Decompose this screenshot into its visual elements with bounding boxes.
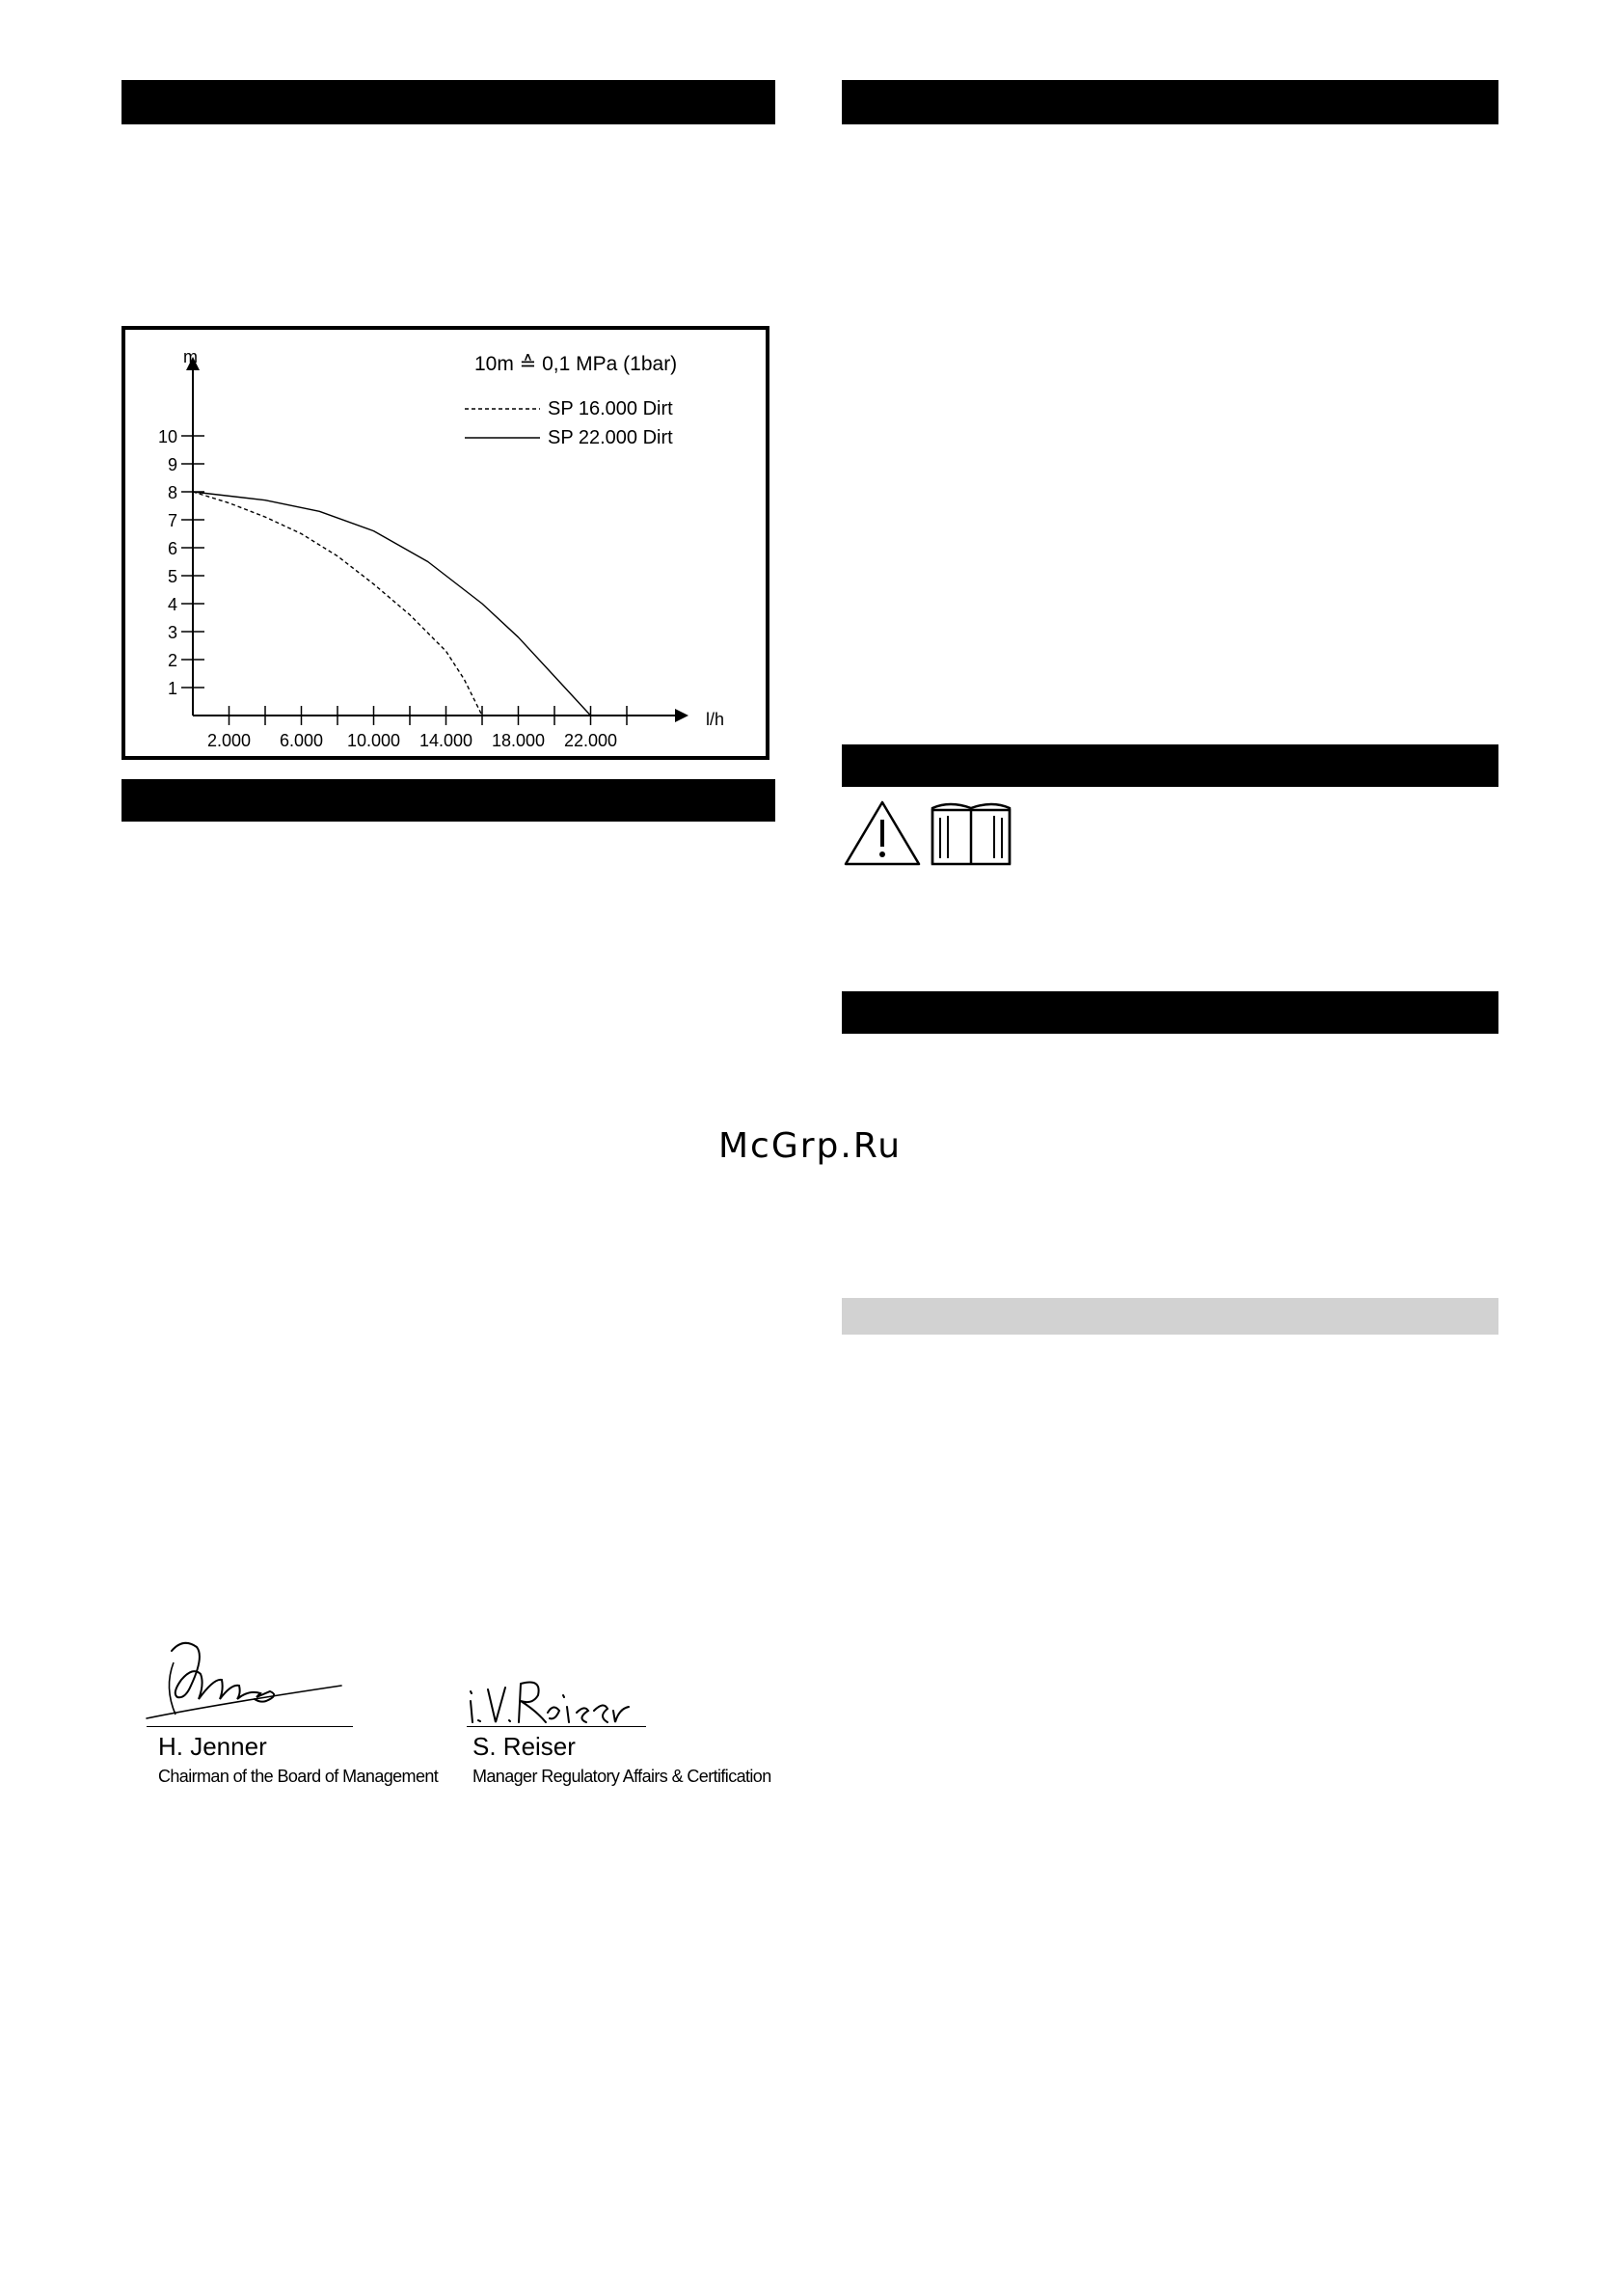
chart-canvas bbox=[125, 330, 766, 756]
x-tick-label: 18.000 bbox=[491, 731, 546, 750]
y-tick-label: 4 bbox=[167, 595, 177, 614]
y-tick-label: 10 bbox=[157, 427, 177, 446]
section-header-bar bbox=[121, 779, 775, 822]
signatory-name: S. Reiser bbox=[472, 1732, 576, 1761]
y-tick-label: 5 bbox=[167, 567, 177, 586]
y-axis-label: m bbox=[183, 347, 198, 366]
signature-jenner bbox=[135, 1630, 366, 1736]
section-header-bar bbox=[842, 744, 1498, 787]
series-line bbox=[193, 492, 482, 716]
x-tick-label: 6.000 bbox=[279, 731, 324, 750]
signatory-title: Chairman of the Board of Management bbox=[158, 1767, 439, 1786]
pump-performance-chart bbox=[121, 326, 769, 760]
warning-triangle-icon bbox=[846, 802, 919, 864]
signatory-title: Manager Regulatory Affairs & Certification bbox=[472, 1767, 771, 1786]
y-tick-label: 1 bbox=[167, 679, 177, 698]
legend-label: SP 22.000 Dirt bbox=[548, 427, 673, 448]
x-tick-label: 10.000 bbox=[346, 731, 401, 750]
legend-label: SP 16.000 Dirt bbox=[548, 398, 673, 419]
section-header-bar bbox=[842, 991, 1498, 1034]
x-tick-label: 2.000 bbox=[206, 731, 252, 750]
series-line bbox=[193, 492, 591, 716]
section-header-bar bbox=[121, 80, 775, 124]
y-tick-label: 6 bbox=[167, 539, 177, 558]
manual-book-icon bbox=[932, 804, 1010, 864]
x-axis-label: l/h bbox=[706, 710, 725, 729]
signatory-name: H. Jenner bbox=[158, 1732, 267, 1761]
x-tick-label: 14.000 bbox=[418, 731, 473, 750]
y-tick-label: 9 bbox=[167, 455, 177, 474]
safety-icons bbox=[844, 798, 1012, 873]
section-header-bar bbox=[842, 80, 1498, 124]
subsection-header-bar bbox=[842, 1298, 1498, 1335]
y-tick-label: 8 bbox=[167, 483, 177, 502]
watermark: McGrp.Ru bbox=[718, 1126, 903, 1166]
y-tick-label: 3 bbox=[167, 623, 177, 642]
signature-reiser bbox=[463, 1651, 656, 1728]
y-tick-label: 7 bbox=[167, 511, 177, 530]
x-tick-label: 22.000 bbox=[563, 731, 618, 750]
y-tick-label: 2 bbox=[167, 651, 177, 670]
chart-title: 10m ≙ 0,1 MPa (1bar) bbox=[474, 353, 678, 375]
signature-line bbox=[147, 1726, 353, 1727]
signature-line bbox=[467, 1726, 646, 1727]
